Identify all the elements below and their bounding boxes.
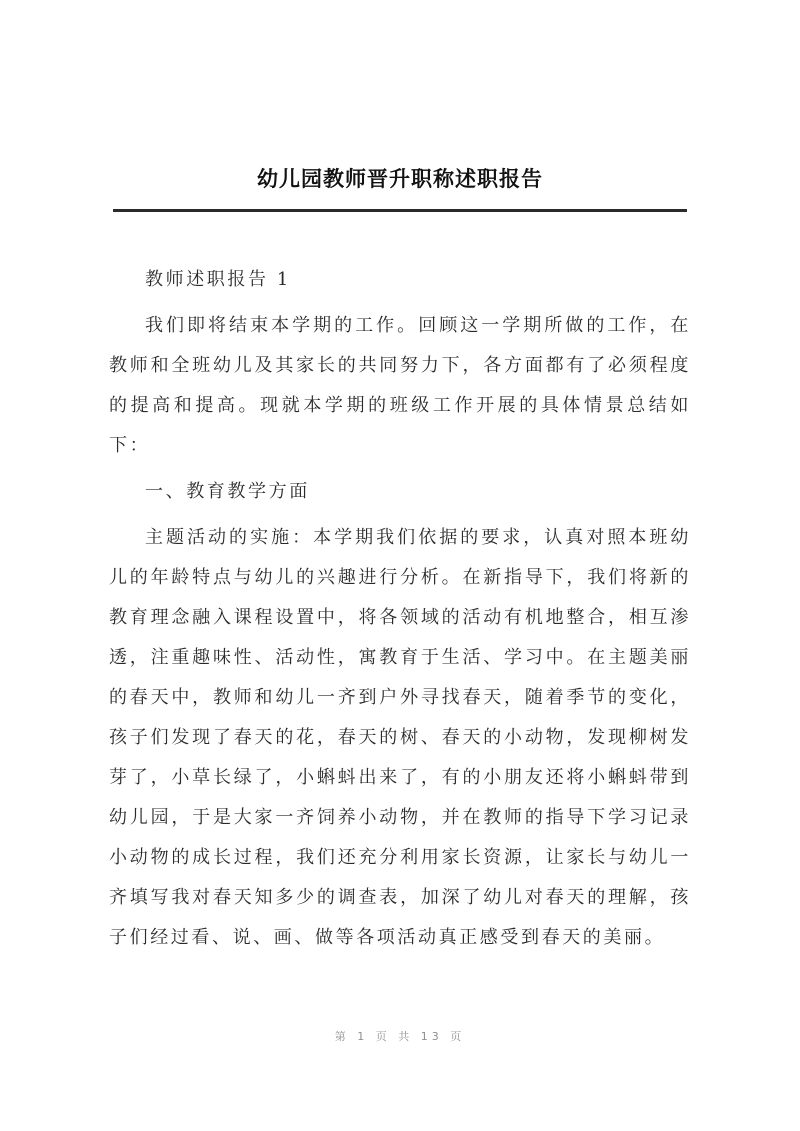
page-number-footer: 第 1 页 共 13 页 bbox=[334, 1030, 466, 1043]
report-subtitle: 教师述职报告 1 bbox=[145, 269, 291, 290]
section-heading: 一、教育教学方面 bbox=[145, 481, 310, 502]
document-title: 幼儿园教师晋升职称述职报告 bbox=[257, 167, 543, 191]
paragraph-theme-activities: 主题活动的实施：本学期我们依据的要求，认真对照本班幼儿的年龄特点与幼儿的兴趣进行分析。在新指导下，我们将新的教育理念融入课程设置中，将各领域的活动有机地整合，相互渗透，注重趣味性、活动性，寓教育于生活、学习中。在主题美丽的春天中，教师和幼儿一齐到户外寻找春天，随着季节的变化，孩子们发现了春天的花，春天的树、春天的小动物，发现柳树发芽了，小草长绿了，小蝌蚪出来了，有的小朋友还将小蝌蚪带到幼儿园，于是大家一齐饲养小动物，并在教师的指导下学习记录小动物的成长过程，我们还充分利用家长资源，让家长与幼儿一齐填写我对春天知多少的调查表，加深了幼儿对春天的理解，孩子们经过看、说、画、做等各项活动真正感受到春天的美丽。 bbox=[109, 527, 691, 948]
document-body bbox=[109, 212, 691, 958]
paragraph-intro: 我们即将结束本学期的工作。回顾这一学期所做的工作，在教师和全班幼儿及其家长的共同努力下，各方面都有了必须程度的提高和提高。现就本学期的班级工作开展的具体情景总结如下： bbox=[109, 315, 691, 456]
